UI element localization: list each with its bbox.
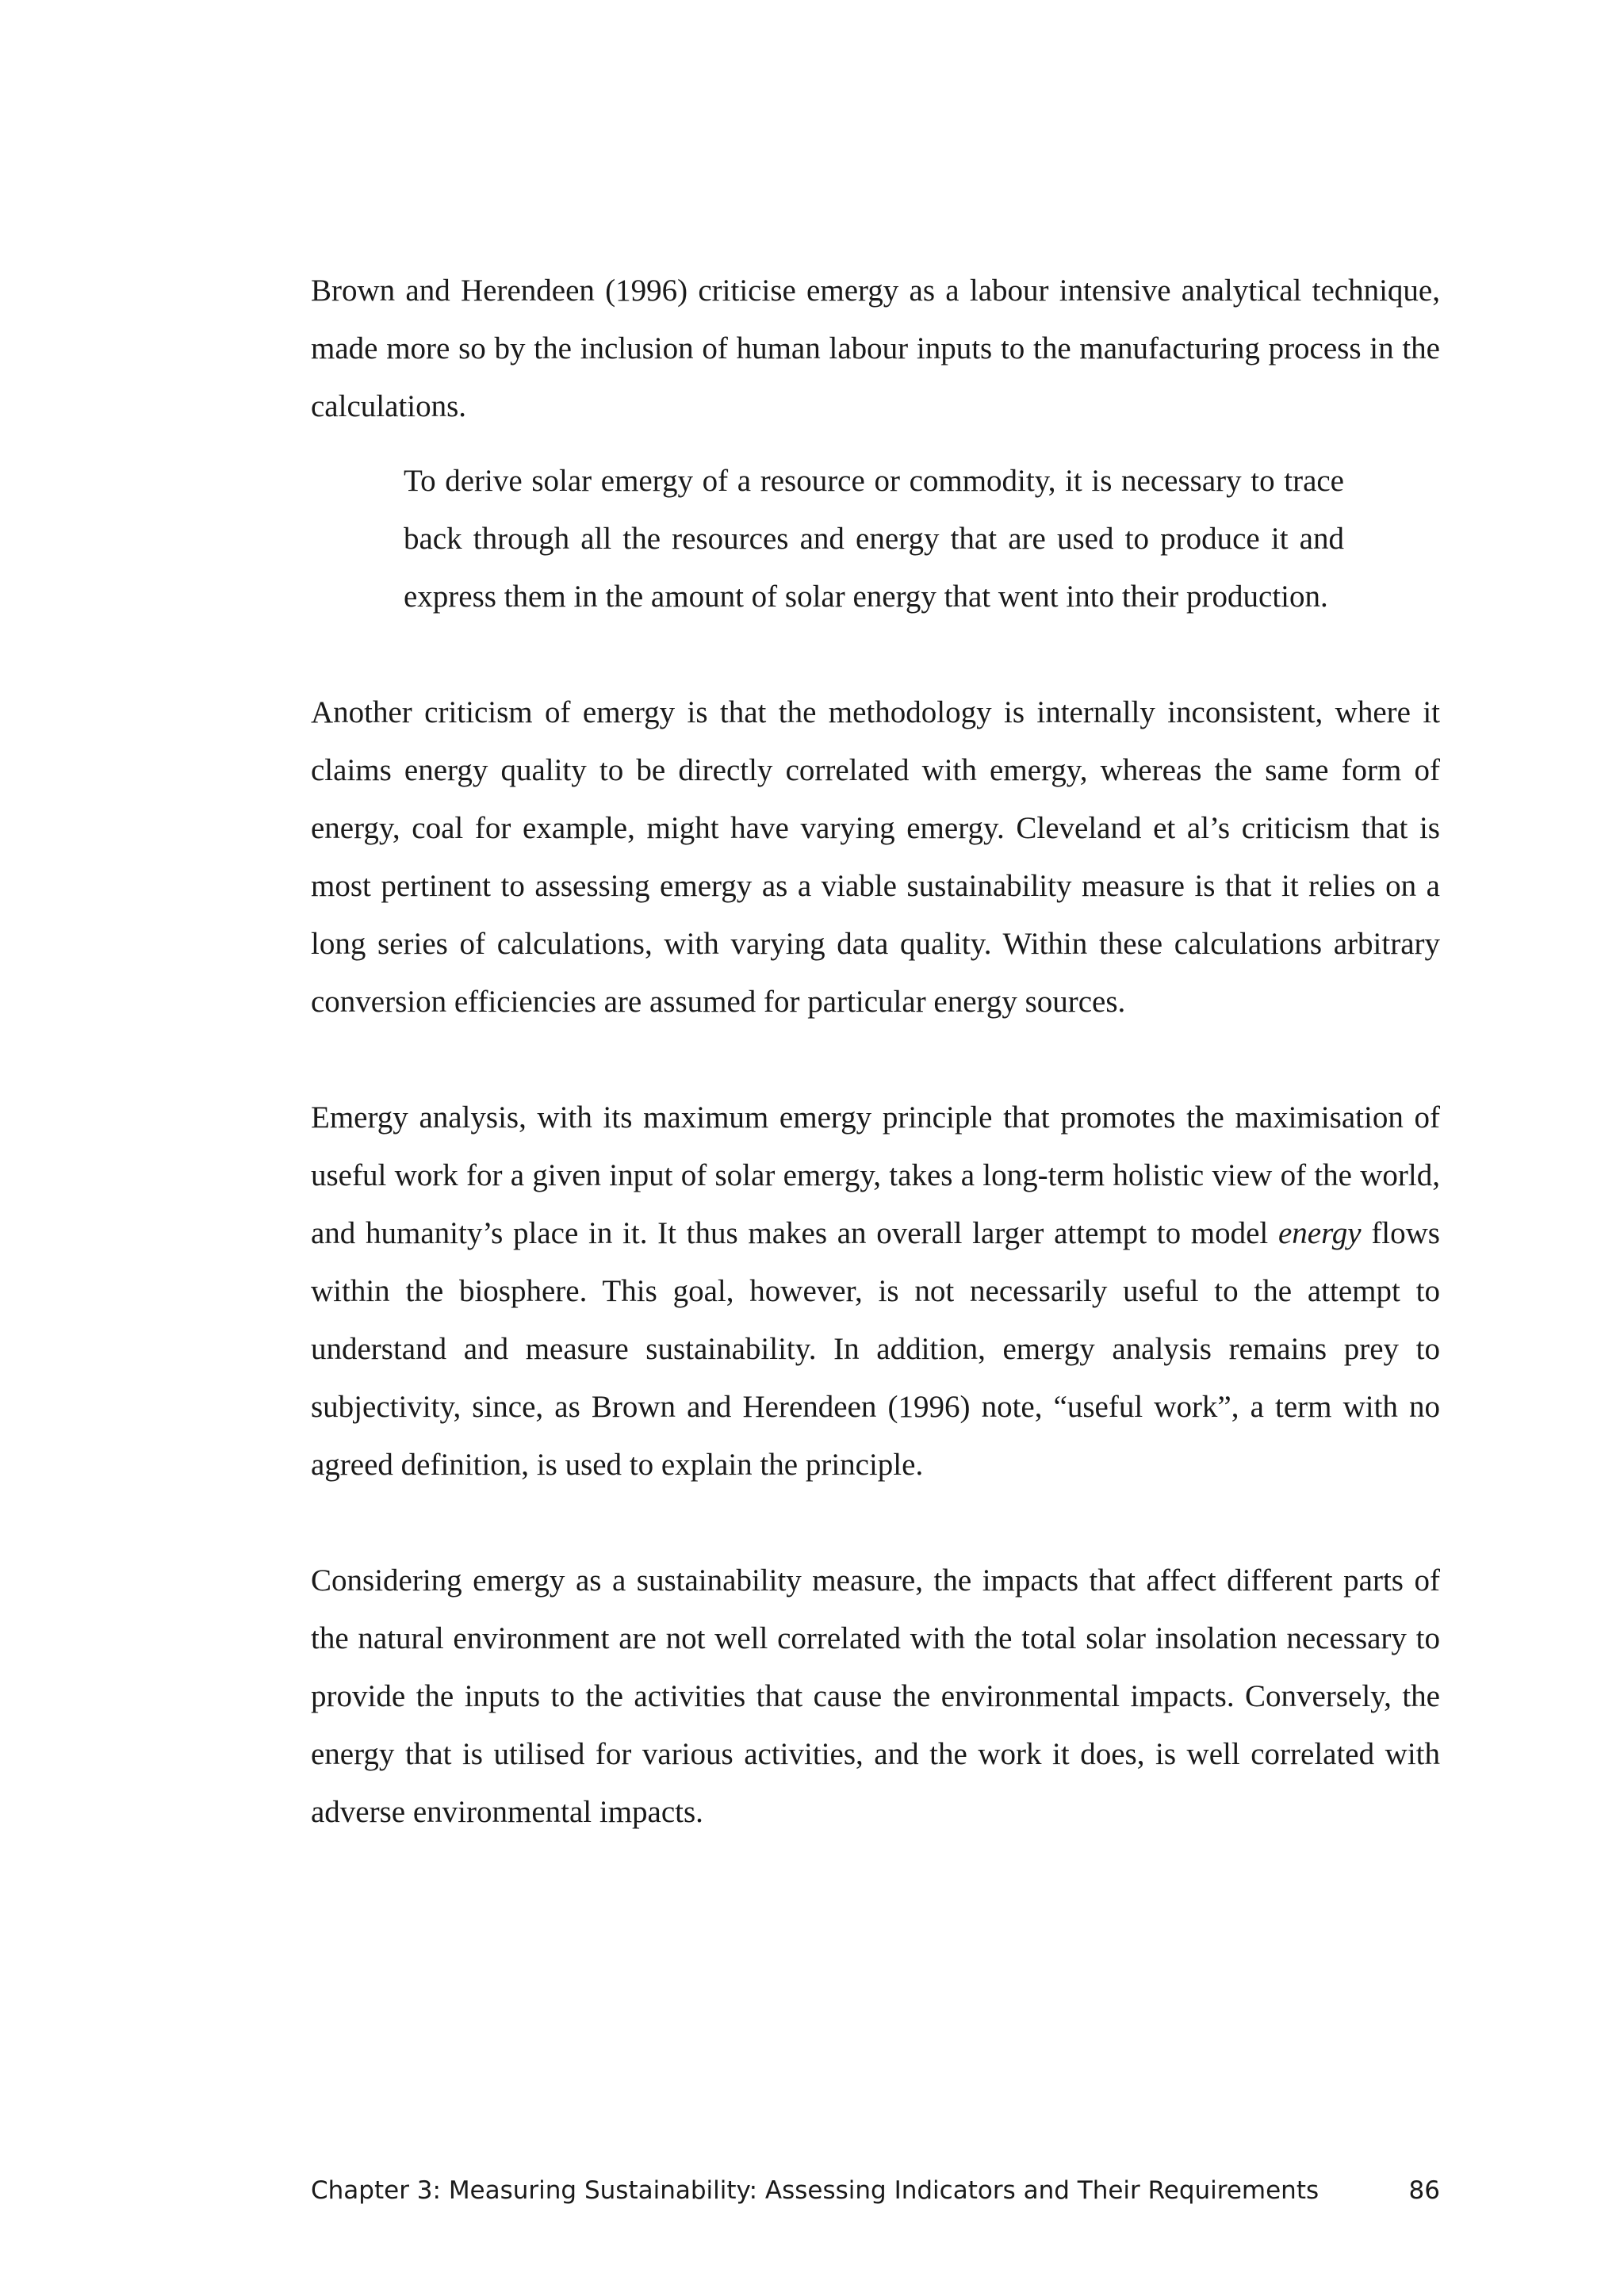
paragraph-1: Brown and Herendeen (1996) criticise emergy as a labour intensive analytical technique, made more so by the inclusion of human labour inputs to the manufacturing process in the calculations. (311, 274, 1440, 423)
paragraph-3-text-after: flows within the biosphere. This goal, however, is not necessarily useful to the attempt to understand and measure sustainability. In addition, emergy analysis remains prey to subjectivity, since, as Brown and Herendeen (1996) note, “useful work”, a term with no agreed definition, is used to explain the principle. (311, 1216, 1440, 1482)
paragraph-4: Considering emergy as a sustainability measure, the impacts that affect different parts of the natural environment are not well correlated with the total solar insolation necessary to provide the inputs to the activities that cause the environmental impacts. Conversely, the energy that is utilised for various activities, and the work it does, is well correlated with adverse environmental impacts. (311, 1563, 1440, 1829)
paragraph-3-text-before: Emergy analysis, with its maximum emergy principle that promotes the maximisation of useful work for a given input of solar emergy, takes a long-term holistic view of the world, and humanity’s place in it. It thus makes an overall larger attempt to model (311, 1100, 1440, 1250)
footer-chapter-title: Chapter 3: Measuring Sustainability: Assessing Indicators and Their Requirements (311, 2176, 1320, 2205)
block-quote: To derive solar emergy of a resource or commodity, it is necessary to trace back through all the resources and energy that are used to produce it and express them in the amount of solar energy that went into their production. (404, 464, 1344, 614)
paragraph-3 (311, 1089, 1440, 1494)
page-footer (311, 2176, 1440, 2205)
footer-page-number: 86 (1408, 2176, 1440, 2205)
paragraph-2: Another criticism of emergy is that the methodology is internally inconsistent, where it claims energy quality to be directly correlated with emergy, whereas the same form of energy, coal for example, might have varying emergy. Cleveland et al’s criticism that is most pertinent to assessing emergy as a viable sustainability measure is that it relies on a long series of calculations, with varying data quality. Within these calculations arbitrary conversion efficiencies are assumed for particular energy sources. (311, 695, 1440, 1019)
page-body (311, 262, 1440, 1841)
paragraph-3-italic-term: energy (1277, 1216, 1362, 1250)
